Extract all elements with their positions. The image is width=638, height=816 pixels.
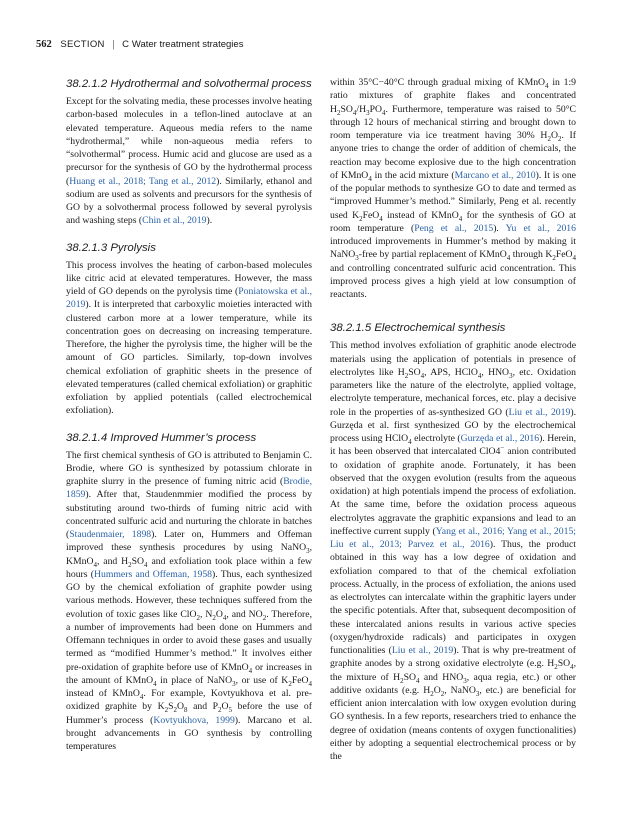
page-number: 562 — [36, 39, 52, 50]
section-label: SECTION — [60, 39, 105, 50]
paragraph-hummers: The first chemical synthesis of GO is attributed to Benjamin C. Brodie, where GO is synthesized by potassium chlorate in graphite slurry in the presence of fuming nitric acid (Brodie, 1859). After that, Staudenmmier modified the process by substituting around two-thirds of fuming nitric acid with concentrated sulfuric acid and nurturing the chlorate in batches (Staudenmaier, 1898). Later on, Hummers and Offeman improved these synthesis procedures by using NaNO$_3$, KMnO$_4$, and $H_2SO_4$ and exfoliation took place within a few hours (Hummers and Offeman, 1958). Thus, each synthesized GO by the chemical exfoliation of graphite powder using various methods. However, these techniques suffered from the evolution of toxic gases like ClO$_2$, $N_2O_4$, and $NO_2$. Therefore, a number of improvements had been done on Hummers and Offemann techniques in order to avoid these gases and usually termed as “modified Hummer’s method.” It involves either pre-oxidation of graphite before use of KMnO$_4$ or increases in the amount of KMnO$_4$ in place of NaNO$_3$, or use of $K_2FeO_4$ instead of KMnO$_4$. For example, Kovtyukhova et al. pre-oxidized graphite by $K_2S_2O_8$ and $P_2O_5$ before the use of Hummer’s process (Kovtyukhova, 1999). Marcano et al. brought advancements in GO synthesis by controlling temperatures — [66, 449, 313, 752]
section-heading-electrochemical: 38.2.1.5 Electrochemical synthesis — [330, 322, 506, 335]
citation-link[interactable]: Chin et al., 2019 — [142, 215, 207, 227]
header-separator: | — [112, 39, 115, 50]
citation-link[interactable]: Hummers and Offeman, 1958 — [94, 568, 213, 580]
section-letter: C — [122, 39, 130, 50]
paragraph-hummers-continued: within 35°C−40°C through gradual mixing of KMnO$_4$ in 1:9 ratio mixtures of graphite flakes and concentrated $H_2SO_4/H_3PO_4$. Furthermore, temperature was raised to 50°C through 12 hours of mechanical stirring and brought down to room temperature via ice treatment having 30% $H_2O_2$. If anyone tries to change the order of addition of chemicals, the reaction may become explosive due to the high concentration of KMnO$_4$ in the acid mixture (Marcano et al., 2010). It is one of the popular methods to synthesize GO to date and termed as “improved Hummer’s method.” Similarly, Peng et al. recently used $K_2FeO_4$ instead of KMnO$_4$ for the synthesis of GO at room temperature (Peng et al., 2015). Yu et al., 2016 introduced improvements in Hummer’s method by making it NaNO$_3$-free by partial replacement of KMnO$_4$ through $K_2FeO_4$ and controlling concentrated sulfuric acid concentration. This improved process gives a high yield at low consumption of reactants. — [330, 77, 577, 300]
citation-link[interactable]: Yang et al., 2016; Yang et al., 2015; Liu et al., 2013; Parvez et al., 2016 — [330, 525, 577, 550]
paragraph-hydrothermal: Except for the solvating media, these processes involve heating carbon-based molecules in a teflon-lined autoclave at an elevated temperature. Aqueous media refers to the name “hydrothermal,” while non-aqueous media refers to “solvothermal” process. Humic acid and glucose are used as a precursor for the synthesis of GO by the hydrothermal process (Huang et al., 2018; Tang et al., 2012). Similarly, ethanol and sodium are used as solvents and precursors for the synthesis of GO by a solvothermal process followed by several pyrolysis and washing steps (Chin et al., 2019). — [66, 96, 312, 227]
left-column — [66, 76, 312, 753]
section-title: Water treatment strategies — [131, 39, 244, 50]
right-column — [330, 76, 576, 763]
citation-link[interactable]: Marcano et al., 2010 — [454, 169, 536, 181]
paragraph-electrochemical: This method involves exfoliation of graphitic anode electrode materials using the application of potentials in presence of electrolytes like $H_2SO_4$, APS, HClO$_4$, $HNO_3$, etc. Oxidation parameters like the nature of the electrolyte, applied voltage, electrolyte temperature, mechanical forces, etc. play a decisive role in the properties of as-synthesized GO (Liu et al., 2019). Gurzęda et al. first synthesized GO by the electrochemical process using HClO$_4$ electrolyte (Gurzęda et al., 2016). Herein, it has been observed that intercalated ClO4− anion contributed to oxidation of graphite anode. Fortunately, it has been observed that the oxygen evolution (results from the aqueous oxidation) at high potentials impend the process of exfoliation. At the same time, before the oxidation process aqueous electrolytes aggravate the graphitic expansions and lead to an ineffective current supply (Yang et al., 2016; Yang et al., 2015; Liu et al., 2013; Parvez et al., 2016). Thus, the product obtained in this way has a low degree of oxidation and exfoliation compared to that of the chemical exfoliation process. Actually, in the process of exfoliation, the anions used as electrolytes can intercalate within the graphitic layers under the specific potentials. After that, subsequent decomposition of these intercalated anions results in various active species (oxygen/hydroxide radicals) and participates in oxygen functionalities (Liu et al., 2019). That is why pre-treatment of graphite anodes by a strong oxidative electrolyte (e.g. $H_2SO_4$, the mixture of $H_2SO_4$ and $HNO_3$, aqua regia, etc.) or other additive oxidants (e.g. $H_2O_2$, NaNO$_3$, etc.) are beneficial for efficient anion intercalation with low oxygen evolution during GO synthesis. In a few reports, researchers tried to enhance the degree of oxidation (means contents of oxygen functionalities) either by adopting a sequential electrochemical process or by the — [330, 340, 577, 762]
section-heading-hydrothermal: 38.2.1.2 Hydrothermal and solvothermal process — [66, 78, 312, 90]
citation-link[interactable]: Liu et al., 2019 — [508, 406, 571, 418]
citation-link[interactable]: Staudenmaier, 1898 — [69, 529, 152, 540]
citation-link[interactable]: Huang et al., 2018; Tang et al., 2012 — [69, 175, 217, 187]
section-hummers-continued — [330, 76, 576, 301]
section-heading-hummers: 38.2.1.4 Improved Hummer’s process — [66, 431, 257, 444]
paragraph-pyrolysis: This process involves the heating of carbon-based molecules like citric acid at elevated temperatures. However, the mass yield of GO depends on the pyrolysis time (Poniatowska et al., 2019). It is interpreted that carboxylic moieties interacted with clustered carbon more at a lower temperature, while its concentration goes on decreasing on increasing temperature. Therefore, the higher the pyrolysis time, the higher will be the amount of GO particles. Similarly, top-down involves chemical exfoliation of graphitic sheets in the presence of elevated temperatures (called chemical exfoliation) or graphitic exfoliation by applied potentials (called electrochemical exfoliation). — [66, 259, 313, 417]
citation-link[interactable]: Kovtyukhova, 1999 — [153, 714, 235, 726]
section-pyrolysis — [66, 241, 312, 418]
page-header — [36, 38, 243, 52]
section-electrochemical — [330, 321, 576, 763]
citation-link[interactable]: Brodie, 1859 — [66, 476, 312, 501]
citation-link[interactable]: Gurzęda et al., 2016 — [460, 433, 540, 444]
citation-link[interactable]: Liu et al., 2019 — [391, 645, 454, 656]
citation-link[interactable]: Poniatowska et al., 2019 — [66, 286, 313, 311]
citation-link[interactable]: Yu et al., 2016 — [505, 222, 576, 234]
section-heading-pyrolysis: 38.2.1.3 Pyrolysis — [66, 241, 156, 254]
section-hummers — [66, 431, 312, 754]
citation-link[interactable]: Peng et al., 2015 — [414, 222, 494, 234]
section-hydrothermal — [66, 77, 312, 228]
